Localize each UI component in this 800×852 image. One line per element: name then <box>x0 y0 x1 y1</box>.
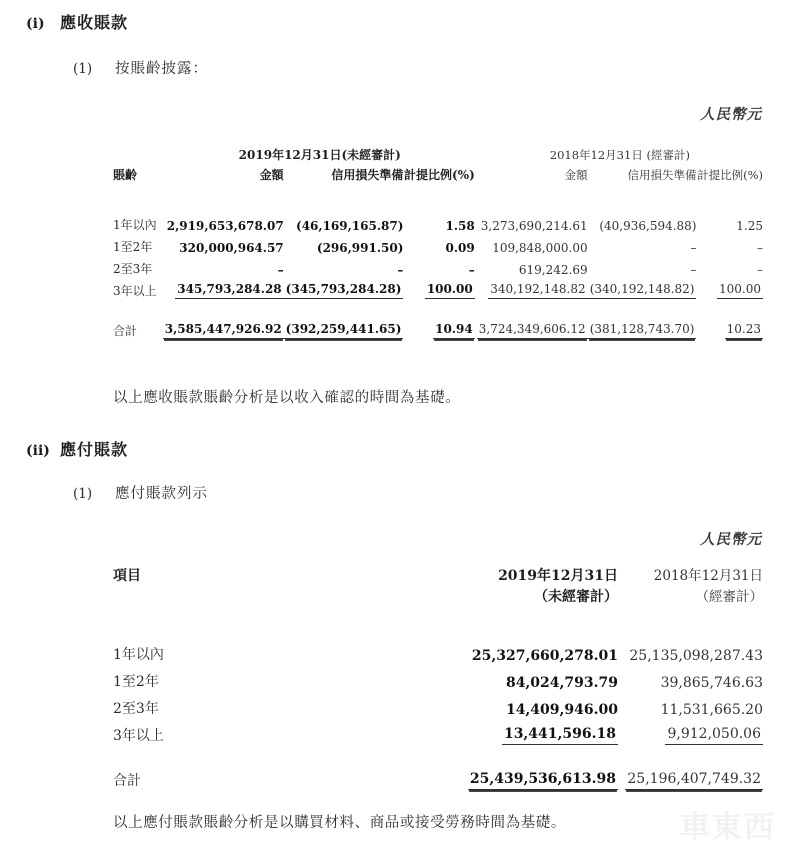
cell-previous: 25,135,098,287.43 <box>629 648 763 664</box>
total-label: 合計 <box>113 773 141 789</box>
section-heading-payables <box>0 437 128 460</box>
currency-unit-payables: 人民幣元 <box>700 531 762 548</box>
column-header-aging: 賬齡 <box>113 168 138 182</box>
section-number: (ii) <box>26 443 50 459</box>
cell-cur-amount: – <box>277 263 284 277</box>
total-prev-ratio: 10.23 <box>696 317 763 339</box>
column-header-cur-ratio: 計提比例(%) <box>403 168 475 182</box>
table-row <box>113 277 763 299</box>
cell-previous: 11,531,665.20 <box>660 702 763 718</box>
cell-prev-amount: 109,848,000.00 <box>492 241 588 255</box>
cell-cur-ratio: 0.09 <box>445 241 475 255</box>
total-prev-provision: (381,128,743.70) <box>588 317 697 339</box>
subsection-title: 應付賬款列示 <box>115 486 208 502</box>
cell-prev-ratio: – <box>757 241 763 255</box>
cell-prev-ratio: 1.25 <box>736 219 763 233</box>
cell-prev-ratio: 100.00 <box>696 277 763 299</box>
cell-prev-amount: 3,273,690,214.61 <box>480 219 588 233</box>
table-column-header-row <box>113 166 763 185</box>
row-label: 3年以上 <box>113 284 157 298</box>
cell-cur-provision: (46,169,165.87) <box>296 219 404 233</box>
currency-unit-receivables: 人民幣元 <box>700 106 762 123</box>
section-heading-receivables <box>0 10 128 33</box>
row-label: 1年以內 <box>113 218 157 232</box>
cell-prev-provision: – <box>690 263 697 277</box>
cell-current: 14,409,946.00 <box>505 702 618 718</box>
table-spacer <box>113 745 763 763</box>
cell-cur-ratio: 100.00 <box>403 277 476 299</box>
cell-current: 13,441,596.18 <box>443 718 618 745</box>
group-header-previous: 2018年12月31日 (經審計) <box>549 148 690 162</box>
column-header-current-date: 2019年12月31日 <box>498 568 618 584</box>
cell-prev-amount: 619,242.69 <box>518 263 588 277</box>
table-total-row <box>113 317 763 339</box>
column-header-prev-provision: 信用損失準備 <box>627 168 697 182</box>
cell-cur-ratio: – <box>468 263 475 277</box>
section-number: (i) <box>26 16 45 32</box>
table-spacer <box>113 299 763 317</box>
table-row <box>113 233 763 255</box>
section-title: 應收賬款 <box>60 13 129 32</box>
cell-cur-provision: – <box>397 263 404 277</box>
cell-cur-amount: 320,000,964.57 <box>179 241 284 255</box>
cell-cur-ratio: 1.58 <box>445 219 475 233</box>
row-label: 1至2年 <box>113 674 159 690</box>
cell-prev-amount: 340,192,148.82 <box>477 277 588 299</box>
table-row <box>113 255 763 277</box>
total-cur-amount: 3,585,447,926.92 <box>163 317 284 339</box>
total-prev-amount: 3,724,349,606.12 <box>477 317 588 339</box>
table-row <box>113 211 763 233</box>
column-header-item: 項目 <box>113 568 141 584</box>
cell-current: 25,327,660,278.01 <box>471 648 618 664</box>
column-subheader-previous: （經審計） <box>695 589 763 605</box>
subsection-number: (1) <box>73 486 93 502</box>
subsection-heading-receivables-aging <box>73 57 208 78</box>
row-label: 1至2年 <box>113 240 153 254</box>
watermark: 車東西 <box>680 810 776 845</box>
cell-cur-provision: (345,793,284.28) <box>284 277 404 299</box>
cell-previous: 39,865,746.63 <box>660 675 763 691</box>
total-previous: 25,196,407,749.32 <box>618 763 763 790</box>
column-header-cur-provision: 信用損失準備 <box>331 168 404 182</box>
cell-current: 84,024,793.79 <box>505 675 618 691</box>
cell-prev-provision: (40,936,594.88) <box>599 219 697 233</box>
column-header-previous-date: 2018年12月31日 <box>653 568 763 584</box>
row-label: 3年以上 <box>113 728 164 744</box>
row-label: 1年以內 <box>113 647 164 663</box>
table-row <box>113 718 763 745</box>
table-row <box>113 691 763 718</box>
table-total-row <box>113 763 763 790</box>
cell-prev-ratio: – <box>757 263 763 277</box>
receivables-aging-table <box>113 146 763 339</box>
table-column-header-row <box>113 566 763 587</box>
total-cur-ratio: 10.94 <box>403 317 476 339</box>
table-group-header-row <box>113 146 763 166</box>
cell-prev-provision: (340,192,148.82) <box>588 277 697 299</box>
table-spacer <box>113 611 763 637</box>
section-title: 應付賬款 <box>60 440 129 459</box>
payables-table <box>113 566 763 790</box>
column-subheader-current: （未經審計） <box>534 589 618 605</box>
column-header-cur-amount: 金額 <box>259 168 284 182</box>
column-header-prev-ratio: 計提比例(%) <box>697 168 763 182</box>
cell-cur-provision: (296,991.50) <box>316 241 404 255</box>
total-cur-provision: (392,259,441.65) <box>284 317 404 339</box>
group-header-current: 2019年12月31日(未經審計) <box>238 148 401 162</box>
cell-previous: 9,912,050.06 <box>618 718 763 745</box>
note-receivables: 以上應收賬款賬齡分析是以收入確認的時間為基礎。 <box>113 390 461 406</box>
subsection-number: (1) <box>73 61 93 77</box>
total-current: 25,439,536,613.98 <box>443 763 618 790</box>
subsection-heading-payables-list <box>73 482 208 503</box>
table-row <box>113 664 763 691</box>
column-header-prev-amount: 金額 <box>564 168 588 182</box>
note-payables: 以上應付賬款賬齡分析是以購買材料、商品或接受勞務時間為基礎。 <box>113 815 566 831</box>
cell-prev-provision: – <box>690 241 697 255</box>
subsection-title: 按賬齡披露： <box>115 61 208 77</box>
cell-cur-amount: 2,919,653,678.07 <box>166 219 284 233</box>
row-label: 2至3年 <box>113 701 159 717</box>
table-row <box>113 637 763 664</box>
table-spacer <box>113 185 763 211</box>
row-label: 2至3年 <box>113 262 153 276</box>
cell-cur-amount: 345,793,284.28 <box>163 277 284 299</box>
total-label: 合計 <box>113 324 138 338</box>
